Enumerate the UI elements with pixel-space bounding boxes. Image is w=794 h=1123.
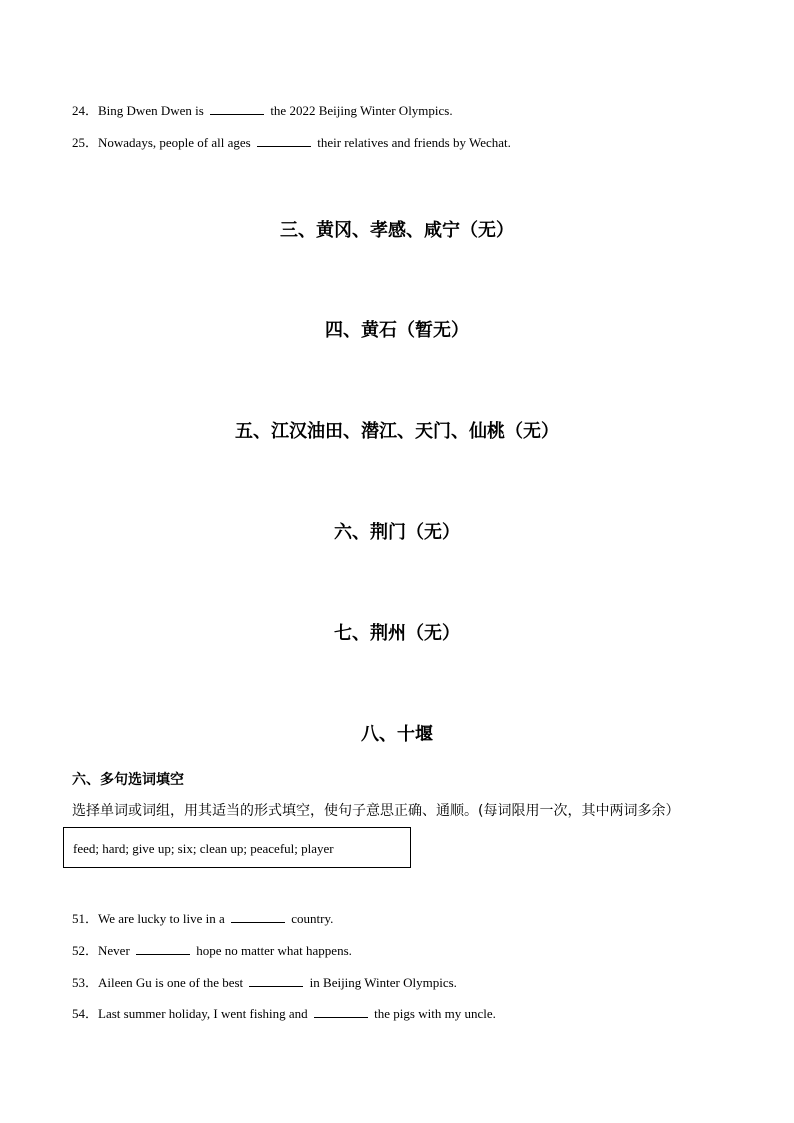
- question-number: 25．: [72, 135, 99, 150]
- question-number: 52．: [72, 943, 99, 958]
- question-text-after: hope no matter what happens.: [196, 943, 352, 958]
- question-text-after: in Beijing Winter Olympics.: [309, 975, 457, 990]
- answer-blank[interactable]: [136, 943, 190, 955]
- region-heading-jingmen: 六、荆门（无）: [334, 522, 460, 543]
- question-25: [72, 135, 511, 151]
- question-text-after: the pigs with my uncle.: [374, 1006, 496, 1021]
- question-text-after: their relatives and friends by Wechat.: [317, 135, 511, 150]
- word-bank-box: [63, 827, 411, 868]
- section-title: 六、多句选词填空: [72, 772, 184, 788]
- region-heading-huangshi: 四、黄石（暂无）: [325, 320, 469, 341]
- question-text-before: We are lucky to live in a: [98, 911, 225, 926]
- question-text-after: country.: [291, 911, 334, 926]
- region-heading-jianghan: 五、江汉油田、潜江、天门、仙桃（无）: [235, 421, 559, 442]
- answer-blank[interactable]: [210, 103, 264, 115]
- question-number: 53．: [72, 975, 99, 990]
- region-heading-jingzhou: 七、荆州（无）: [334, 623, 460, 644]
- answer-blank[interactable]: [231, 911, 285, 923]
- region-heading-huanggang: 三、黄冈、孝感、咸宁（无）: [280, 220, 514, 241]
- word-bank-text: feed; hard; give up; six; clean up; peaceful; player: [73, 841, 334, 856]
- question-text-before: Bing Dwen Dwen is: [98, 103, 204, 118]
- question-text-before: Aileen Gu is one of the best: [98, 975, 244, 990]
- question-number: 24．: [72, 103, 99, 118]
- question-51: [72, 911, 333, 927]
- question-number: 51．: [72, 911, 99, 926]
- answer-blank[interactable]: [257, 135, 311, 147]
- question-text-after: the 2022 Beijing Winter Olympics.: [270, 103, 453, 118]
- question-24: [72, 103, 453, 119]
- section-instruction: 选择单词或词组，用其适当的形式填空，使句子意思正确、通顺。(每词限用一次，其中两词多余）: [72, 803, 680, 819]
- region-heading-shiyan: 八、十堰: [361, 724, 433, 745]
- question-53: [72, 975, 457, 991]
- question-52: [72, 943, 352, 959]
- question-text-before: Never: [98, 943, 130, 958]
- question-number: 54．: [72, 1006, 99, 1021]
- answer-blank[interactable]: [249, 975, 303, 987]
- question-text-before: Nowadays, people of all ages: [98, 135, 251, 150]
- answer-blank[interactable]: [314, 1006, 368, 1018]
- question-text-before: Last summer holiday, I went fishing and: [98, 1006, 308, 1021]
- question-54: [72, 1006, 496, 1022]
